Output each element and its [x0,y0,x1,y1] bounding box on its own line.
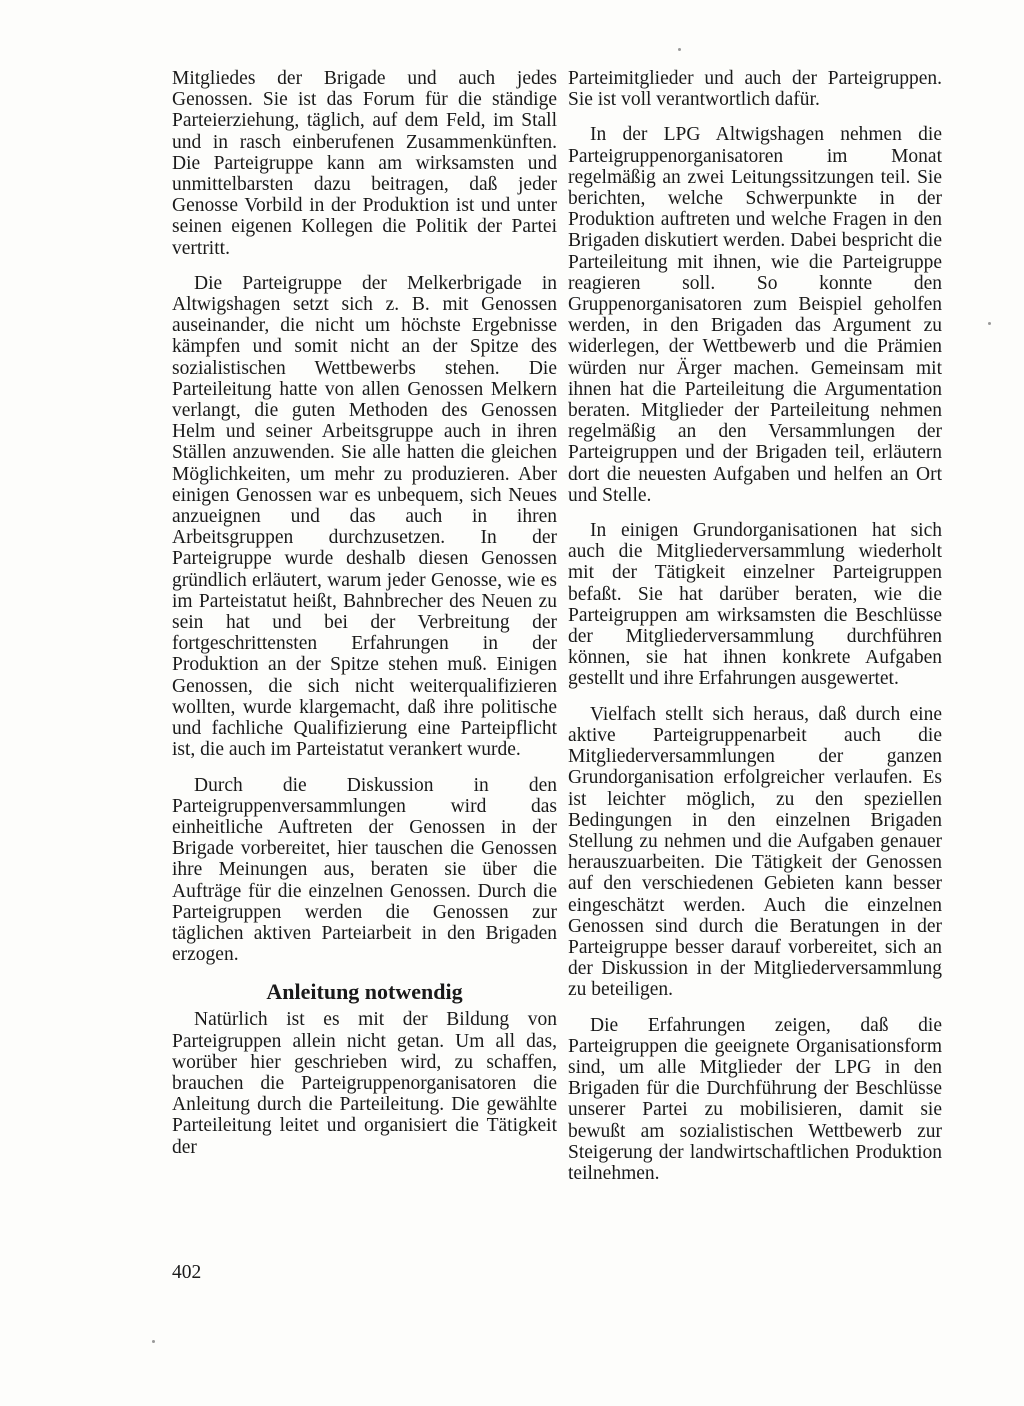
paragraph: Natürlich ist es mit der Bildung von Parteigruppen allein nicht getan. Um all das, worüber hier geschrieben wird, zu schaffen, brauchen die Parteigruppenorganisatoren die Anleitung durch die Parteileitung. Die gewählte Parteileitung leitet und organisiert die Tätigkeit der [172,1009,557,1158]
paragraph: Die Erfahrungen zeigen, daß die Parteigruppen die geeignete Organisationsform sind, um alle Mitglieder der LPG in den Brigaden für die Durchführung der Beschlüsse unserer Partei zu mobilisieren, damit sie bewußt am sozialistischen Wettbewerb zur Steigerung der landwirtschaftlichen Produktion teilnehmen. [568,1014,942,1184]
scan-speck [152,1340,155,1343]
scan-speck [988,322,991,325]
right-column [568,68,942,1198]
paragraph: Die Parteigruppe der Melkerbrigade in Altwigshagen setzt sich z. B. mit Genossen auseinander, die nicht um höchste Ergebnisse kämpfen und somit nicht an der Spitze des sozialistischen Wettbewerbs stehen. Die Parteileitung hatte von allen Genossen Melkern verlangt, die guten Methoden des Genossen Helm und seiner Arbeitsgruppe auch in ihren Ställen anzuwenden. Sie alle hatten die gleichen Möglichkeiten, um mehr zu produzieren. Aber einigen Genossen war es unbequem, sich Neues anzueignen und das auch in ihren Arbeitsgruppen durchzusetzen. In der Parteigruppe wurde deshalb diesen Genossen gründlich erläutert, warum jeder Genosse, wie es im Parteistatut heißt, Bahnbrecher des Neuen zu sein hat und bei der Verbreitung der fortgeschrittensten Erfahrungen in der Produktion an der Spitze stehen muß. Einigen Genossen, die sich nicht weiterqualifizieren wollten, wurde klargemacht, daß ihre politische und fachliche Qualifizierung eine Parteipflicht ist, die auch im Parteistatut verankert wurde. [172,272,557,761]
left-column [172,68,557,1172]
paragraph: Vielfach stellt sich heraus, daß durch eine aktive Parteigruppenarbeit auch die Mitgliederversammlungen der ganzen Grundorganisation erfolgreicher verlaufen. Es ist leichter möglich, zu den speziellen Bedingungen in den einzelnen Brigaden Stellung zu nehmen und die Aufgaben genauer herauszuarbeiten. Die Tätigkeit der Genossen auf den verschiedenen Gebieten kann besser eingeschätzt werden. Auch die einzelnen Genossen sind durch die Beratungen in der Parteigruppe besser darauf vorbereitet, sich an der Diskussion in der Mitgliederversammlung zu beteiligen. [568,703,942,1001]
paragraph: Durch die Diskussion in den Parteigruppenversammlungen wird das einheitliche Auftreten der Genossen in der Brigade vorbereitet, hier tauschen die Genossen ihre Meinungen aus, beraten sie über die Aufträge für die einzelnen Genossen. Durch die Parteigruppen werden die Genossen zur täglichen aktiven Parteiarbeit in den Brigaden erzogen. [172,774,557,966]
paragraph: Parteimitglieder und auch der Parteigruppen. Sie ist voll verantwortlich dafür. [568,68,942,111]
scan-speck [678,48,681,51]
section-heading: Anleitung notwendig [266,979,463,1005]
paragraph: In einigen Grundorganisationen hat sich auch die Mitgliederversammlung wiederholt mit der Tätigkeit einzelner Parteigruppen befaßt. Sie hat darüber beraten, wie die Parteigruppen am wirksamsten die Beschlüsse der Mitgliederversammlung durchführen können, sie hat ihnen konkrete Aufgaben gestellt und ihre Erfahrungen ausgewertet. [568,520,942,690]
paragraph: In der LPG Altwigshagen nehmen die Parteigruppenorganisatoren im Monat regelmäßig an zwei Leitungssitzungen teil. Sie berichten, welche Schwerpunkte in der Produktion auftreten und welche Fragen in den Brigaden diskutiert werden. Dabei bespricht die Parteileitung mit ihnen, wie die Parteigruppe reagieren soll. So konnte den Gruppenorganisatoren zum Beispiel geholfen werden, in den Brigaden das Argument zu widerlegen, der Wettbewerb und die Prämien würden nur Ärger machen. Gemeinsam mit ihnen hat die Parteileitung die Argumentation beraten. Mitglieder der Parteileitung nehmen regelmäßig an den Versammlungen der Parteigruppen und der Brigaden teil, erläutern dort die neuesten Aufgaben und helfen an Ort und Stelle. [568,124,942,506]
page-number: 402 [172,1262,202,1283]
paragraph: Mitgliedes der Brigade und auch jedes Genossen. Sie ist das Forum für die ständige Parteierziehung, täglich, auf dem Feld, im Stall und in rasch einberufenen Zusammenkünften. Die Parteigruppe kann am wirksamsten und unmittelbarsten dazu beitragen, daß jeder Genosse Vorbild in der Produktion ist und unter seinen eigenen Kollegen die Politik der Partei vertritt. [172,68,557,259]
